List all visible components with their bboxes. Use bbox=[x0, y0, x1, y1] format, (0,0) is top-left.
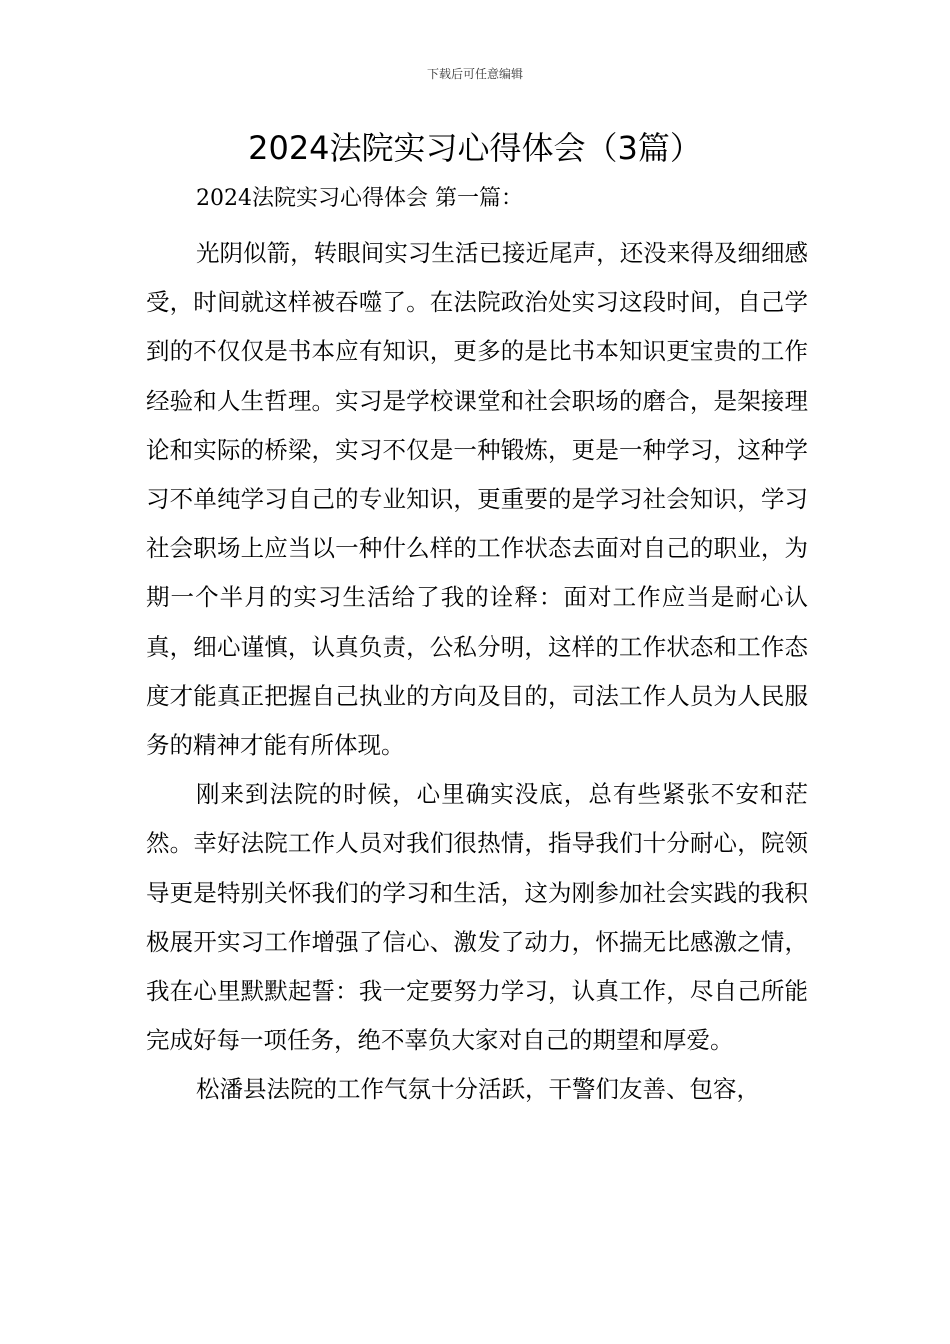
document-body bbox=[146, 229, 808, 1115]
section-subtitle: 2024法院实习心得体会 第一篇： bbox=[196, 186, 523, 211]
page-header-note: 下载后可任意编辑 bbox=[426, 67, 523, 81]
paragraph-2: 刚来到法院的时候，心里确实没底，总有些紧张不安和茫然。幸好法院工作人员对我们很热情，指导我们十分耐心，院领导更是特别关怀我们的学习和生活，这为刚参加社会实践的我积极展开实习工作增强了信心、激发了动力，怀揣无比感激之情，我在心里默默起誓：我一定要努力学习，认真工作，尽自己所能完成好每一项任务，绝不辜负大家对自己的期望和厚爱。 bbox=[146, 780, 808, 1055]
paragraph-3: 松潘县法院的工作气氛十分活跃，干警们友善、包容， bbox=[196, 1075, 760, 1104]
paragraph-1: 光阴似箭，转眼间实习生活已接近尾声，还没来得及细细感受，时间就这样被吞噬了。在法院政治处实习这段时间，自己学到的不仅仅是书本应有知识，更多的是比书本知识更宝贵的工作经验和人生哲理。实习是学校课堂和社会职场的磨合，是架接理论和实际的桥梁，实习不仅是一种锻炼，更是一种学习，这种学习不单纯学习自己的专业知识，更重要的是学习社会知识，学习社会职场上应当以一种什么样的工作状态去面对自己的职业，为期一个半月的实习生活给了我的诠释：面对工作应当是耐心认真，细心谨慎，认真负责，公私分明，这样的工作状态和工作态度才能真正把握自己执业的方向及目的，司法工作人员为人民服务的精神才能有所体现。 bbox=[146, 239, 808, 760]
document-title: 2024法院实习心得体会（3篇） bbox=[248, 129, 702, 167]
